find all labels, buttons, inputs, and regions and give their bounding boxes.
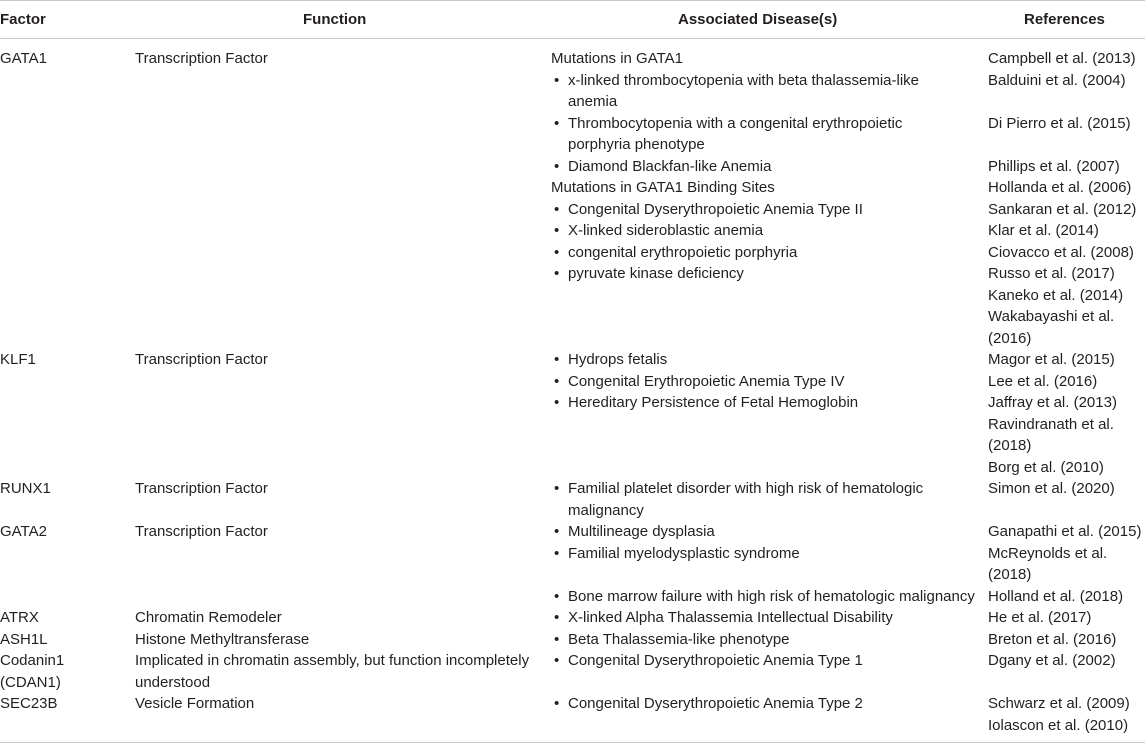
reference-cell: Sankaran et al. (2012) xyxy=(988,200,1137,218)
reference-cell: Borg et al. (2010) xyxy=(988,458,1104,476)
reference-cell: He et al. (2017) xyxy=(988,609,1092,626)
bullet-icon: • xyxy=(554,544,560,562)
reference-cell: Holland et al. (2018) xyxy=(988,587,1124,605)
factor-cell: Codanin1 xyxy=(0,652,65,669)
disease-item: Beta Thalassemia-like phenotype xyxy=(568,630,790,648)
bullet-icon: • xyxy=(554,114,560,132)
disease-item: X-linked sideroblastic anemia xyxy=(568,222,764,239)
reference-cell: Balduini et al. (2004) xyxy=(988,71,1126,89)
function-cell: Transcription Factor xyxy=(135,523,268,540)
reference-cell: McReynolds et al. xyxy=(988,544,1108,562)
factor-cell: GATA1 xyxy=(0,50,47,67)
reference-cell: (2018) xyxy=(988,566,1032,583)
disease-item: Bone marrow failure with high risk of hematologic malignancy xyxy=(568,587,975,605)
disease-item: x-linked thrombocytopenia with beta thalassemia-like xyxy=(568,71,920,89)
disease-item: Hereditary Persistence of Fetal Hemoglobin xyxy=(568,394,859,411)
function-cell: Histone Methyltransferase xyxy=(135,630,310,648)
bullet-icon: • xyxy=(554,609,560,626)
disease-item: congenital erythropoietic porphyria xyxy=(568,243,798,261)
bullet-icon: • xyxy=(554,222,560,239)
reference-cell: (2016) xyxy=(988,329,1032,347)
function-cell: Transcription Factor xyxy=(135,50,268,67)
disease-item: Multilineage dysplasia xyxy=(568,523,715,540)
reference-cell: Jaffray et al. (2013) xyxy=(988,394,1117,411)
factor-cell: ATRX xyxy=(0,609,39,626)
header-function: Function xyxy=(303,11,367,28)
reference-cell: Simon et al. (2020) xyxy=(988,480,1115,497)
bullet-icon: • xyxy=(554,394,560,411)
bullet-icon: • xyxy=(554,523,560,540)
reference-cell: Hollanda et al. (2006) xyxy=(988,179,1132,196)
factor-cell: GATA2 xyxy=(0,523,47,540)
disease-item: Congenital Dyserythropoietic Anemia Type 1 xyxy=(568,652,863,669)
bullet-icon: • xyxy=(554,243,560,261)
disease-item: porphyria phenotype xyxy=(568,136,705,153)
bullet-icon: • xyxy=(554,480,560,497)
function-cell: Vesicle Formation xyxy=(135,695,255,712)
function-cell: understood xyxy=(135,673,211,691)
reference-cell: Dgany et al. (2002) xyxy=(988,652,1116,669)
header-rule xyxy=(0,38,1145,39)
bullet-icon: • xyxy=(554,157,560,175)
bullet-icon: • xyxy=(554,587,560,605)
reference-cell: Di Pierro et al. (2015) xyxy=(988,114,1131,132)
disease-item: Diamond Blackfan-like Anemia xyxy=(568,157,772,175)
factor-cell: SEC23B xyxy=(0,695,58,712)
factor-cell: (CDAN1) xyxy=(0,673,61,691)
reference-cell: Ciovacco et al. (2008) xyxy=(988,243,1134,261)
reference-cell: Iolascon et al. (2010) xyxy=(988,716,1129,734)
reference-cell: Ganapathi et al. (2015) xyxy=(988,523,1142,540)
reference-cell: Schwarz et al. (2009) xyxy=(988,695,1130,712)
disease-item: pyruvate kinase deficiency xyxy=(568,265,744,282)
header-factor: Factor xyxy=(0,11,46,28)
disease-heading: Mutations in GATA1 xyxy=(551,50,683,67)
factor-cell: KLF1 xyxy=(0,351,36,368)
header-associated-diseases: Associated Disease(s) xyxy=(678,11,838,28)
reference-cell: Wakabayashi et al. xyxy=(988,308,1115,325)
function-cell: Implicated in chromatin assembly, but function incompletely xyxy=(135,652,530,669)
reference-cell: (2018) xyxy=(988,437,1032,454)
reference-cell: Breton et al. (2016) xyxy=(988,630,1117,648)
reference-cell: Magor et al. (2015) xyxy=(988,351,1115,368)
bullet-icon: • xyxy=(554,265,560,282)
disease-item: Congenital Dyserythropoietic Anemia Type 2 xyxy=(568,695,863,712)
function-cell: Transcription Factor xyxy=(135,480,268,497)
reference-cell: Kaneko et al. (2014) xyxy=(988,286,1124,304)
factor-cell: RUNX1 xyxy=(0,480,51,497)
reference-cell: Campbell et al. (2013) xyxy=(988,50,1136,67)
disease-item: X-linked Alpha Thalassemia Intellectual Disability xyxy=(568,609,893,626)
header-references: References xyxy=(1024,11,1105,28)
function-cell: Chromatin Remodeler xyxy=(135,609,282,626)
reference-cell: Lee et al. (2016) xyxy=(988,372,1098,390)
bullet-icon: • xyxy=(554,652,560,669)
reference-cell: Klar et al. (2014) xyxy=(988,222,1099,239)
disease-item: Congenital Erythropoietic Anemia Type IV xyxy=(568,372,845,390)
bullet-icon: • xyxy=(554,372,560,390)
disease-item: Thrombocytopenia with a congenital erythropoietic xyxy=(568,114,903,132)
table-top-rule xyxy=(0,0,1145,1)
disease-item: malignancy xyxy=(568,501,644,519)
reference-cell: Ravindranath et al. xyxy=(988,415,1114,433)
reference-cell: Russo et al. (2017) xyxy=(988,265,1115,282)
bullet-icon: • xyxy=(554,695,560,712)
table-bottom-rule xyxy=(0,742,1145,743)
function-cell: Transcription Factor xyxy=(135,351,268,368)
bullet-icon: • xyxy=(554,71,560,89)
bullet-icon: • xyxy=(554,200,560,218)
bullet-icon: • xyxy=(554,351,560,368)
disease-item: anemia xyxy=(568,93,618,110)
disease-item: Hydrops fetalis xyxy=(568,351,668,368)
disease-item: Congenital Dyserythropoietic Anemia Type II xyxy=(568,200,863,218)
disease-item: Familial platelet disorder with high risk of hematologic xyxy=(568,480,924,497)
disease-heading: Mutations in GATA1 Binding Sites xyxy=(551,179,775,196)
reference-cell: Phillips et al. (2007) xyxy=(988,157,1120,175)
disease-item: Familial myelodysplastic syndrome xyxy=(568,544,800,562)
factor-cell: ASH1L xyxy=(0,630,48,648)
bullet-icon: • xyxy=(554,630,560,648)
